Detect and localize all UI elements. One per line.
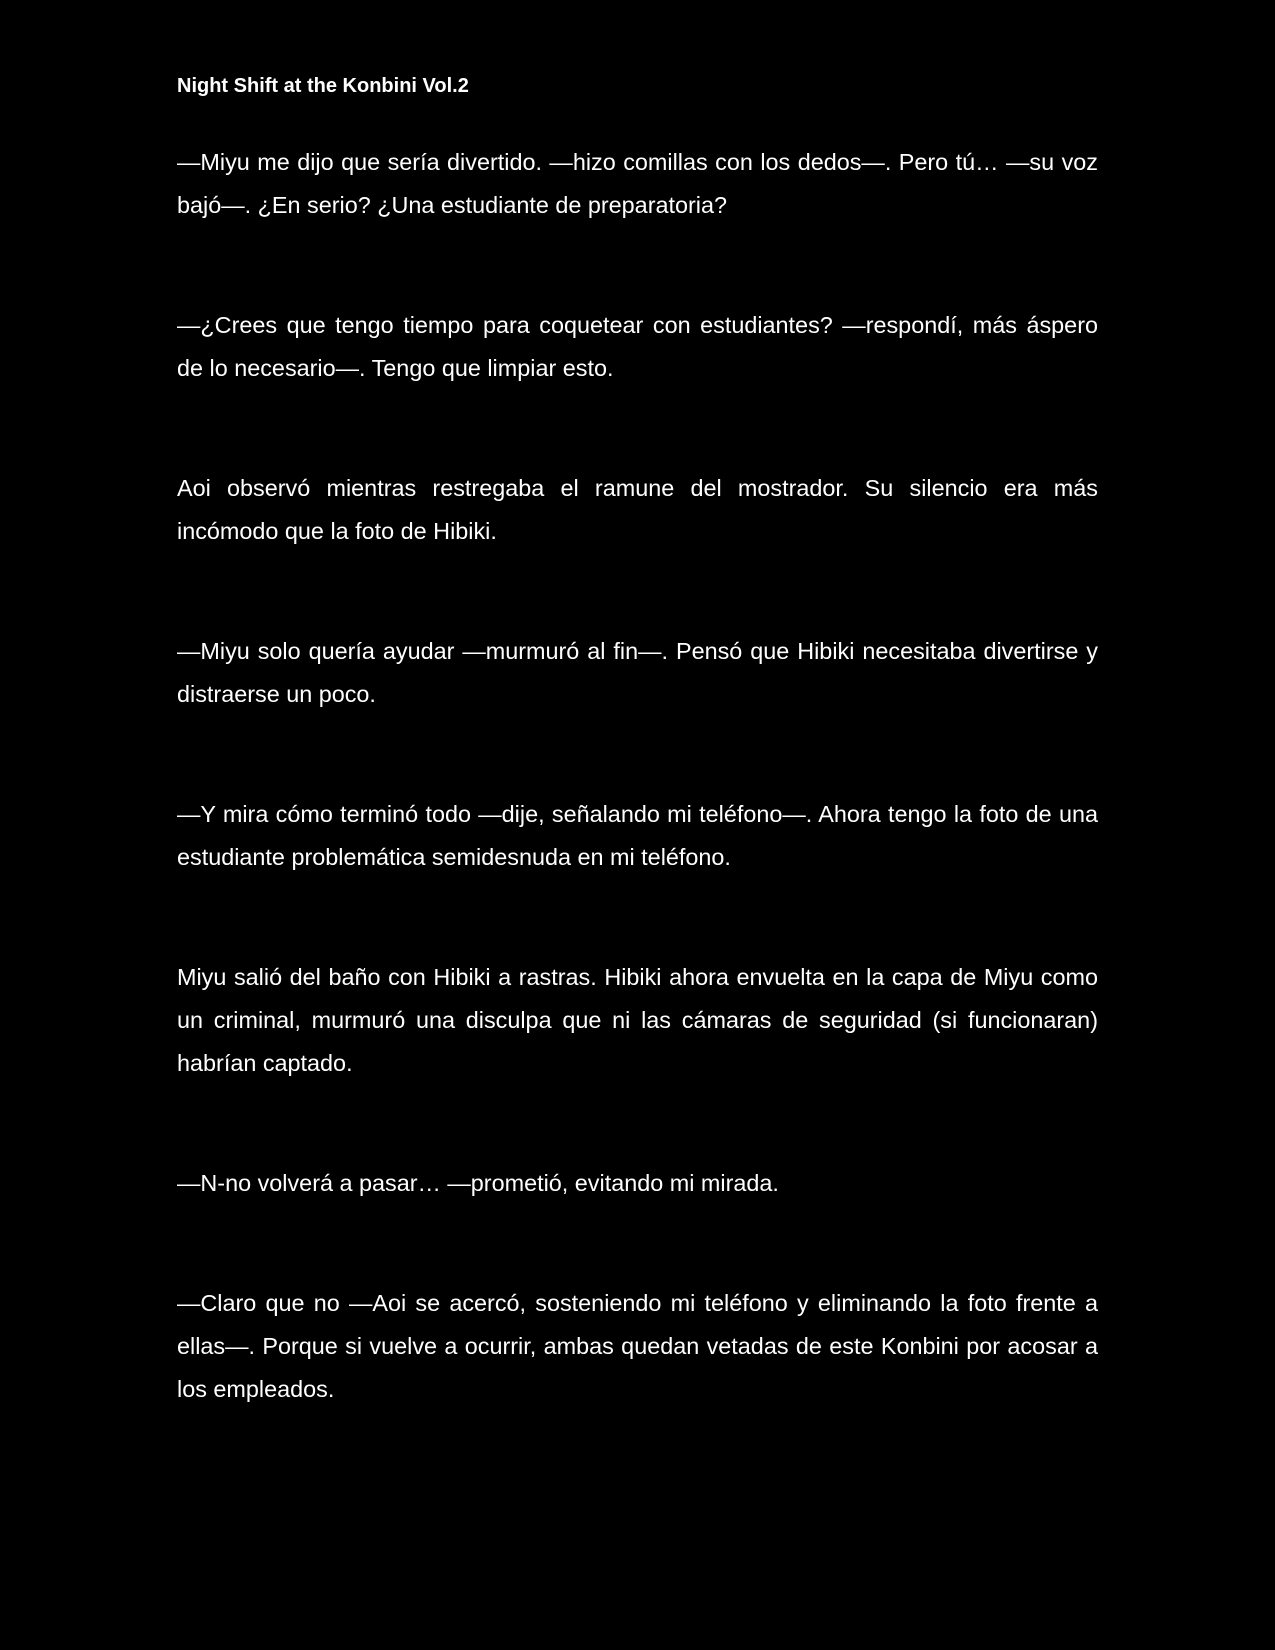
paragraph: —Y mira cómo terminó todo —dije, señalando mi teléfono—. Ahora tengo la foto de una estudiante problemática semidesnuda en mi teléfono.	[177, 801, 1098, 870]
paragraph: —Miyu me dijo que sería divertido. —hizo comillas con los dedos—. Pero tú… —su voz bajó—. ¿En serio? ¿Una estudiante de preparatoria?	[177, 149, 1098, 218]
paragraph: —¿Crees que tengo tiempo para coquetear con estudiantes? —respondí, más áspero de lo necesario—. Tengo que limpiar esto.	[177, 312, 1098, 381]
running-header: Night Shift at the Konbini Vol.2	[177, 75, 469, 97]
paragraph: —N-no volverá a pasar… —prometió, evitando mi mirada.	[177, 1170, 779, 1196]
paragraph: —Claro que no —Aoi se acercó, sosteniendo mi teléfono y eliminando la foto frente a ellas—. Porque si vuelve a ocurrir, ambas quedan vetadas de este Konbini por acosar a los empleados.	[177, 1290, 1098, 1402]
paragraph: Aoi observó mientras restregaba el ramune del mostrador. Su silencio era más incómodo que la foto de Hibiki.	[177, 475, 1098, 544]
body-text	[177, 141, 1098, 1488]
paragraph: Miyu salió del baño con Hibiki a rastras. Hibiki ahora envuelta en la capa de Miyu como un criminal, murmuró una disculpa que ni las cámaras de seguridad (si funcionaran) habrían captado.	[177, 964, 1098, 1076]
paragraph: —Miyu solo quería ayudar —murmuró al fin—. Pensó que Hibiki necesitaba divertirse y distraerse un poco.	[177, 638, 1098, 707]
document-page	[177, 0, 1098, 1650]
